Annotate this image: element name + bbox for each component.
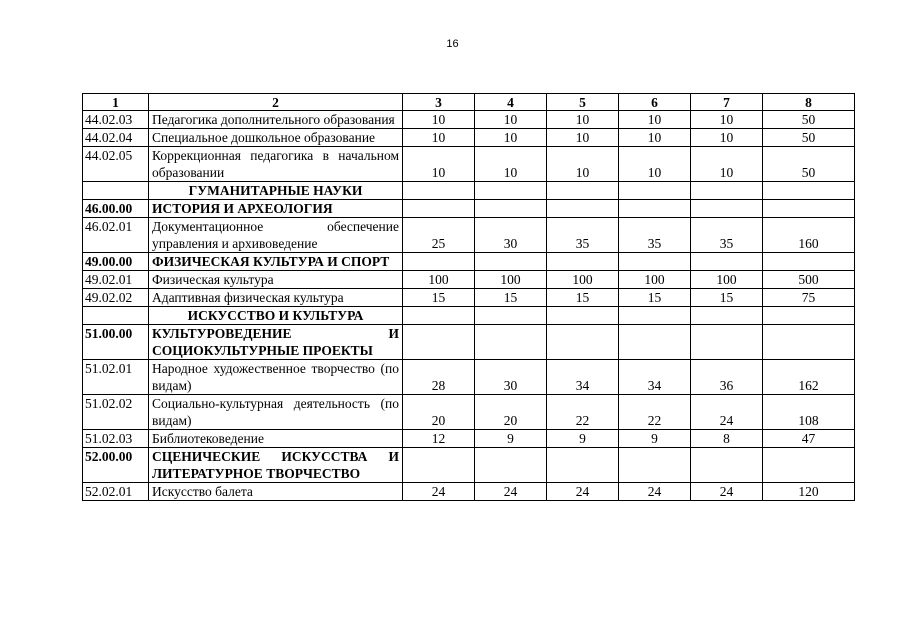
value-cell: 36 <box>691 360 763 395</box>
specialty-name: Библиотековедение <box>149 430 403 448</box>
specialty-code: 44.02.05 <box>83 147 149 182</box>
value-cell: 10 <box>619 147 691 182</box>
specialty-code <box>83 182 149 200</box>
value-cell: 30 <box>475 360 547 395</box>
value-cell: 34 <box>547 360 619 395</box>
specialty-code: 49.02.01 <box>83 271 149 289</box>
total-cell: 500 <box>763 271 855 289</box>
value-cell <box>619 325 691 360</box>
value-cell <box>403 325 475 360</box>
total-cell: 162 <box>763 360 855 395</box>
specialty-code: 51.02.02 <box>83 395 149 430</box>
value-cell <box>547 200 619 218</box>
specialty-code: 44.02.04 <box>83 129 149 147</box>
total-cell: 50 <box>763 111 855 129</box>
table-row <box>83 395 855 430</box>
value-cell: 10 <box>547 147 619 182</box>
value-cell: 15 <box>475 289 547 307</box>
specialty-code: 52.02.01 <box>83 483 149 501</box>
value-cell <box>691 325 763 360</box>
group-row <box>83 253 855 271</box>
specialty-name: Искусство балета <box>149 483 403 501</box>
group-title: КУЛЬТУРОВЕДЕНИЕ И СОЦИОКУЛЬТУРНЫЕ ПРОЕКТЫ <box>149 325 403 360</box>
value-cell: 24 <box>403 483 475 501</box>
specialty-code: 49.02.02 <box>83 289 149 307</box>
specialty-code: 46.02.01 <box>83 218 149 253</box>
specialty-name: Социально-культурная деятельность (по видам) <box>149 395 403 430</box>
column-header: 6 <box>619 94 691 111</box>
value-cell: 20 <box>475 395 547 430</box>
value-cell: 15 <box>547 289 619 307</box>
total-cell <box>763 448 855 483</box>
value-cell: 10 <box>475 147 547 182</box>
value-cell: 10 <box>403 129 475 147</box>
column-header: 2 <box>149 94 403 111</box>
value-cell <box>403 448 475 483</box>
value-cell: 24 <box>691 395 763 430</box>
value-cell: 22 <box>619 395 691 430</box>
section-row <box>83 182 855 200</box>
value-cell: 35 <box>547 218 619 253</box>
value-cell <box>619 182 691 200</box>
value-cell <box>691 182 763 200</box>
specialties-table <box>82 93 855 501</box>
section-title: ГУМАНИТАРНЫЕ НАУКИ <box>149 182 403 200</box>
value-cell <box>691 253 763 271</box>
specialty-code: 52.00.00 <box>83 448 149 483</box>
value-cell <box>619 307 691 325</box>
value-cell: 10 <box>619 129 691 147</box>
column-header: 4 <box>475 94 547 111</box>
specialty-code: 51.00.00 <box>83 325 149 360</box>
value-cell: 24 <box>619 483 691 501</box>
value-cell: 8 <box>691 430 763 448</box>
value-cell <box>619 200 691 218</box>
value-cell <box>619 253 691 271</box>
specialty-name: Документационное обеспечение управления и архивоведение <box>149 218 403 253</box>
value-cell: 20 <box>403 395 475 430</box>
value-cell <box>475 307 547 325</box>
column-header: 8 <box>763 94 855 111</box>
value-cell: 10 <box>691 129 763 147</box>
table-row <box>83 483 855 501</box>
group-title: СЦЕНИЧЕСКИЕ ИСКУССТВА И ЛИТЕРАТУРНОЕ ТВОРЧЕСТВО <box>149 448 403 483</box>
value-cell <box>475 448 547 483</box>
value-cell: 10 <box>547 129 619 147</box>
value-cell <box>619 448 691 483</box>
value-cell <box>547 325 619 360</box>
value-cell <box>403 200 475 218</box>
specialty-code: 49.00.00 <box>83 253 149 271</box>
value-cell <box>475 253 547 271</box>
specialty-code: 51.02.01 <box>83 360 149 395</box>
total-cell: 50 <box>763 147 855 182</box>
value-cell: 10 <box>547 111 619 129</box>
value-cell: 15 <box>403 289 475 307</box>
specialty-name: Физическая культура <box>149 271 403 289</box>
specialty-code <box>83 307 149 325</box>
total-cell: 108 <box>763 395 855 430</box>
value-cell: 100 <box>691 271 763 289</box>
header-row <box>83 94 855 111</box>
value-cell: 15 <box>691 289 763 307</box>
column-header: 5 <box>547 94 619 111</box>
value-cell <box>691 307 763 325</box>
value-cell: 35 <box>619 218 691 253</box>
group-row <box>83 325 855 360</box>
table-row <box>83 271 855 289</box>
value-cell <box>403 182 475 200</box>
total-cell: 75 <box>763 289 855 307</box>
specialty-code: 51.02.03 <box>83 430 149 448</box>
value-cell: 15 <box>619 289 691 307</box>
total-cell <box>763 182 855 200</box>
value-cell: 100 <box>547 271 619 289</box>
section-row <box>83 307 855 325</box>
specialty-name: Коррекционная педагогика в начальном образовании <box>149 147 403 182</box>
value-cell: 9 <box>547 430 619 448</box>
table-row <box>83 129 855 147</box>
value-cell <box>547 253 619 271</box>
group-title: ФИЗИЧЕСКАЯ КУЛЬТУРА И СПОРТ <box>149 253 403 271</box>
value-cell: 10 <box>475 111 547 129</box>
value-cell: 24 <box>475 483 547 501</box>
value-cell <box>475 182 547 200</box>
value-cell: 22 <box>547 395 619 430</box>
value-cell: 10 <box>619 111 691 129</box>
table-row <box>83 111 855 129</box>
value-cell <box>547 448 619 483</box>
value-cell <box>691 448 763 483</box>
total-cell: 120 <box>763 483 855 501</box>
column-header: 1 <box>83 94 149 111</box>
value-cell <box>547 182 619 200</box>
table-row <box>83 218 855 253</box>
value-cell <box>475 200 547 218</box>
table-row <box>83 147 855 182</box>
table-row <box>83 430 855 448</box>
total-cell: 50 <box>763 129 855 147</box>
specialty-code: 44.02.03 <box>83 111 149 129</box>
value-cell <box>403 307 475 325</box>
value-cell: 10 <box>403 147 475 182</box>
table-body <box>83 111 855 501</box>
total-cell <box>763 253 855 271</box>
value-cell: 24 <box>547 483 619 501</box>
table-row <box>83 289 855 307</box>
section-title: ИСКУССТВО И КУЛЬТУРА <box>149 307 403 325</box>
total-cell <box>763 325 855 360</box>
total-cell <box>763 307 855 325</box>
value-cell: 10 <box>691 111 763 129</box>
value-cell <box>691 200 763 218</box>
total-cell: 160 <box>763 218 855 253</box>
group-row <box>83 200 855 218</box>
specialty-name: Адаптивная физическая культура <box>149 289 403 307</box>
total-cell: 47 <box>763 430 855 448</box>
specialty-name: Педагогика дополнительного образования <box>149 111 403 129</box>
group-row <box>83 448 855 483</box>
value-cell: 12 <box>403 430 475 448</box>
value-cell: 24 <box>691 483 763 501</box>
specialty-code: 46.00.00 <box>83 200 149 218</box>
group-title: ИСТОРИЯ И АРХЕОЛОГИЯ <box>149 200 403 218</box>
table-row <box>83 360 855 395</box>
value-cell: 100 <box>403 271 475 289</box>
specialty-name: Народное художественное творчество (по видам) <box>149 360 403 395</box>
value-cell: 100 <box>475 271 547 289</box>
total-cell <box>763 200 855 218</box>
column-header: 3 <box>403 94 475 111</box>
value-cell: 35 <box>691 218 763 253</box>
page-number: 16 <box>446 38 459 50</box>
value-cell: 10 <box>403 111 475 129</box>
value-cell: 100 <box>619 271 691 289</box>
value-cell: 25 <box>403 218 475 253</box>
value-cell: 9 <box>619 430 691 448</box>
value-cell: 30 <box>475 218 547 253</box>
value-cell: 28 <box>403 360 475 395</box>
value-cell: 10 <box>475 129 547 147</box>
value-cell <box>403 253 475 271</box>
value-cell <box>475 325 547 360</box>
specialty-name: Специальное дошкольное образование <box>149 129 403 147</box>
value-cell <box>547 307 619 325</box>
value-cell: 34 <box>619 360 691 395</box>
value-cell: 10 <box>691 147 763 182</box>
column-header: 7 <box>691 94 763 111</box>
value-cell: 9 <box>475 430 547 448</box>
